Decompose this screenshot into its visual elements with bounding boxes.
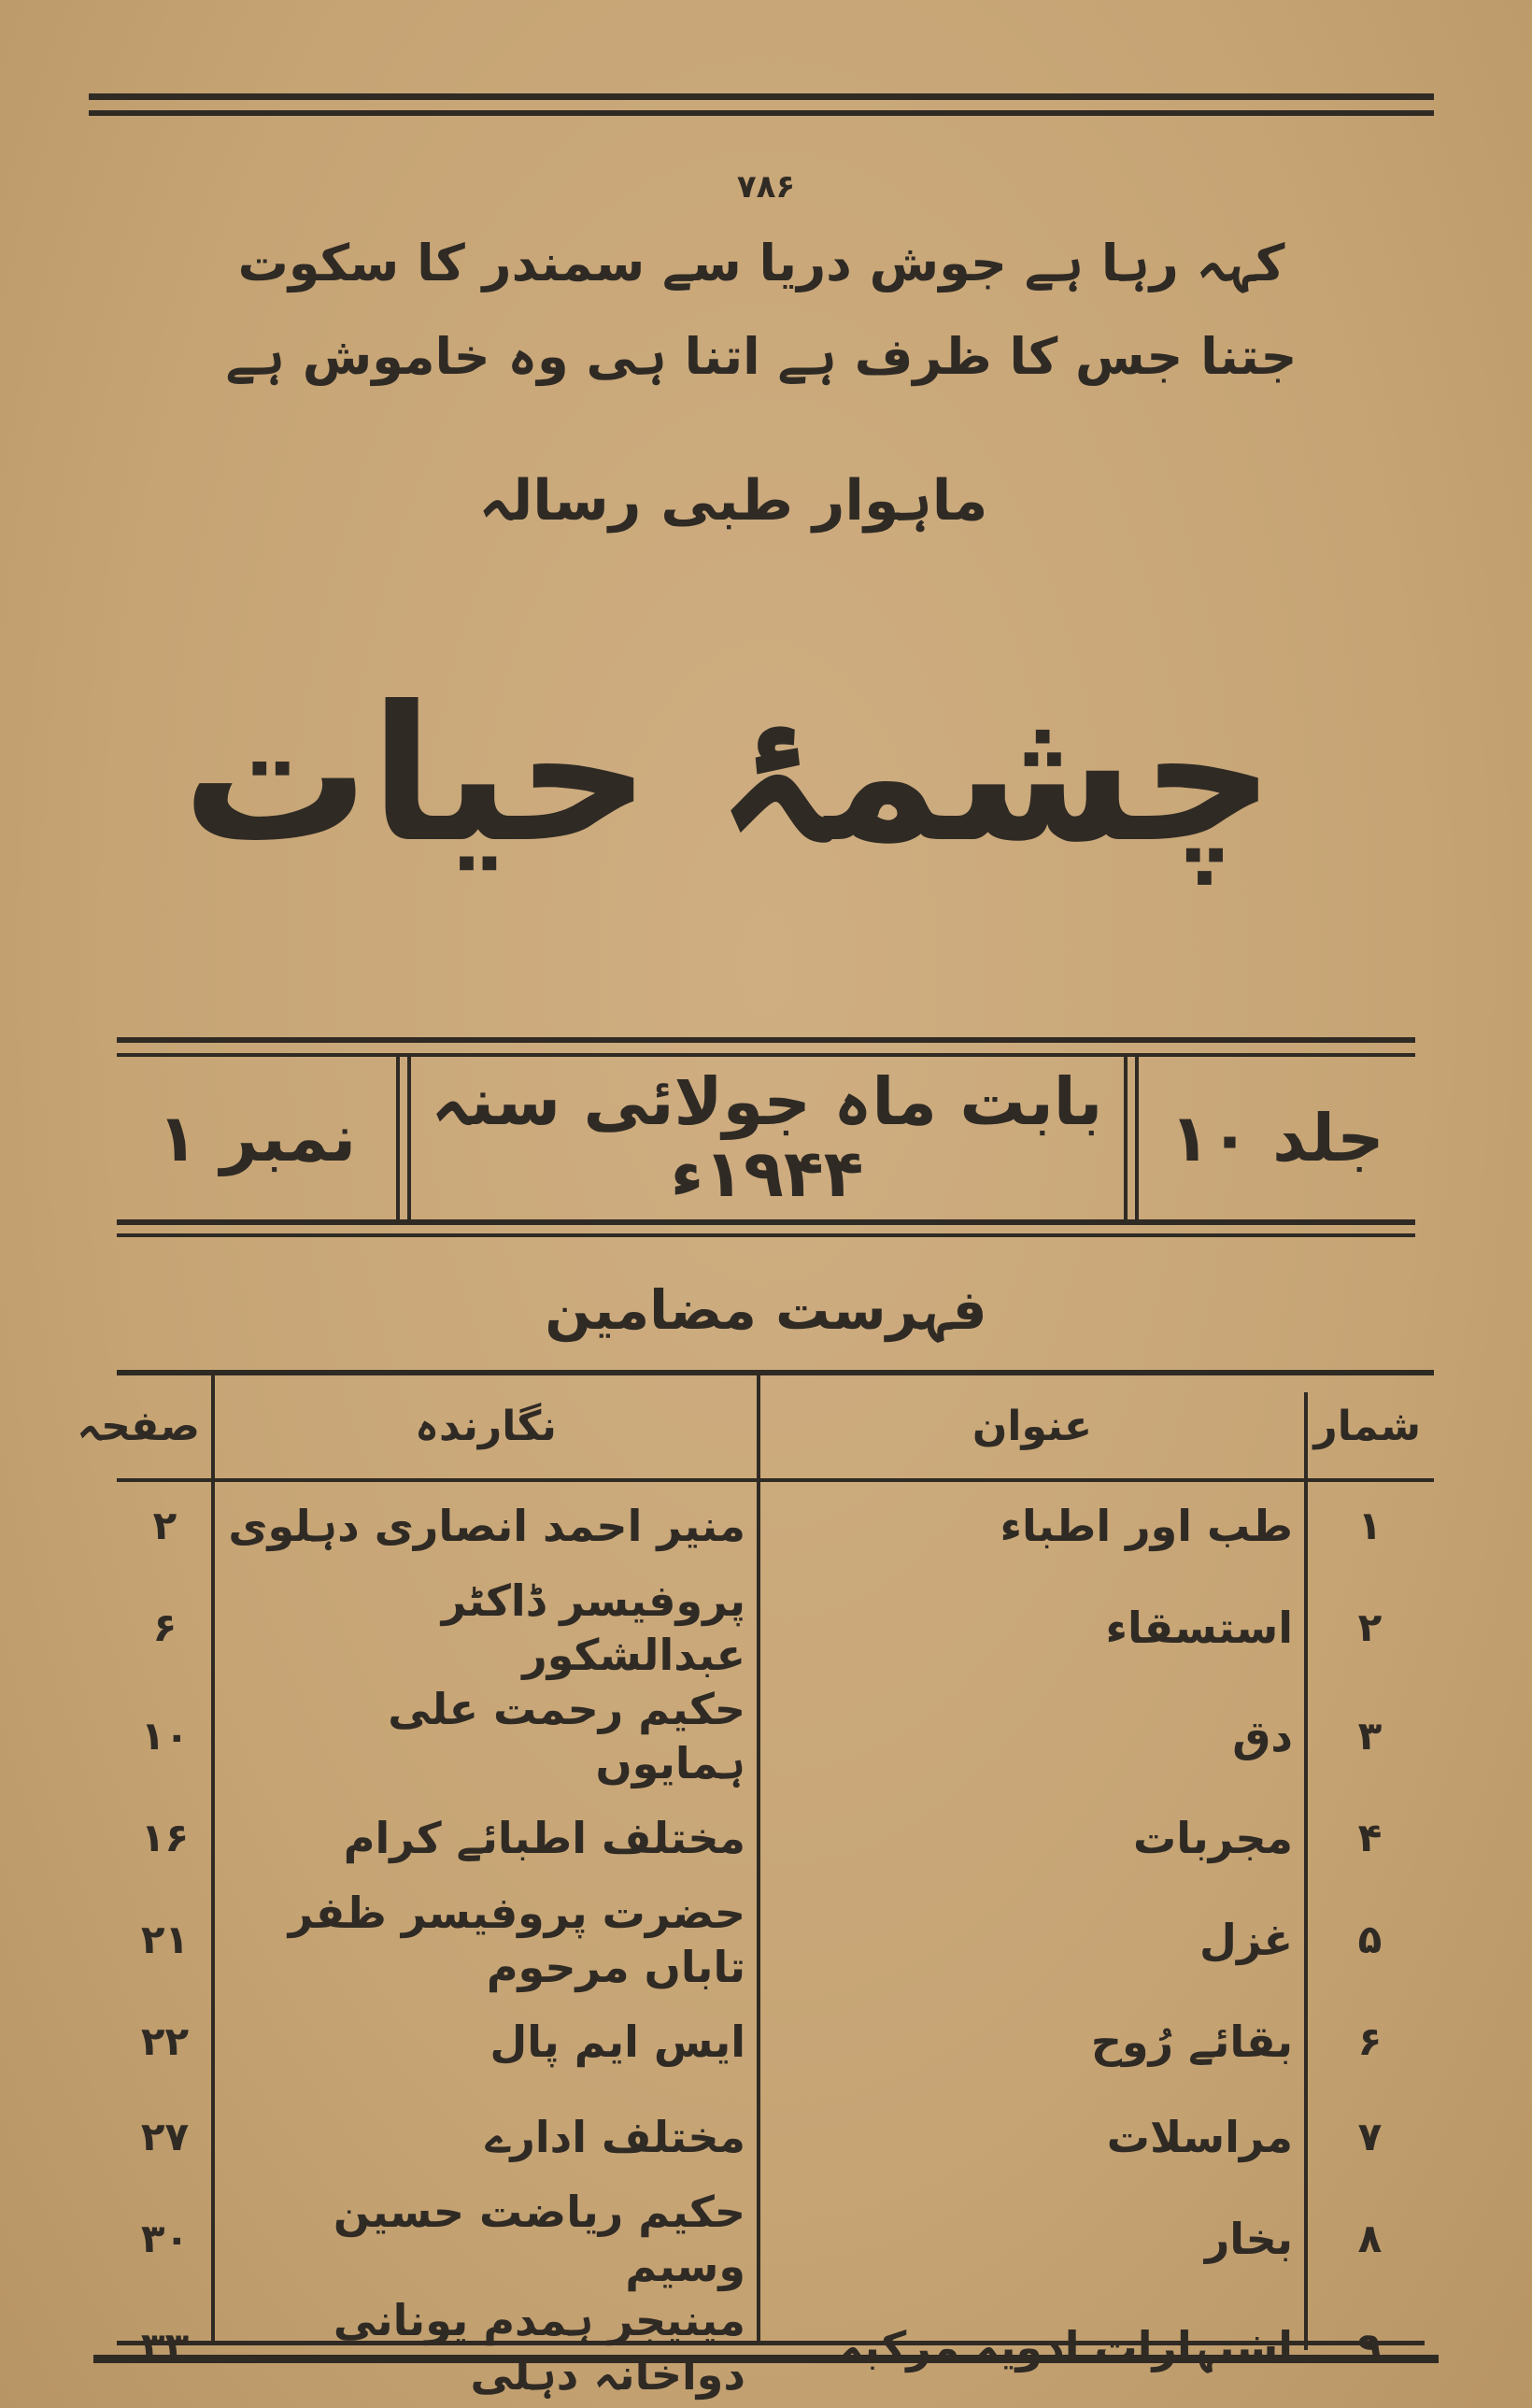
table-row (117, 1886, 1434, 1994)
table-row (117, 1574, 1434, 1682)
row-author: پروفیسر ڈاکٹر عبدالشکور (441, 1575, 745, 1680)
row-page: ۳۰ (140, 2216, 190, 2261)
row-page: ۶ (152, 1604, 177, 1650)
row-author: مینیجر ہمدم یونانی دواخانہ دہلی (333, 2295, 745, 2400)
couplet-line-2: جتنا جس کا ظرف ہے اتنا ہی وہ خاموش ہے (225, 327, 1298, 386)
magazine-title: چشمۂ حیات (181, 666, 1276, 884)
table-row (117, 2293, 1434, 2401)
issue-volume: جلد ۱۰ (1170, 1099, 1384, 1176)
row-title: اشتہارات ادویہ مرکبہ (838, 2322, 1293, 2372)
row-serial: ۴ (1357, 1815, 1383, 1860)
box-divider (1135, 1053, 1139, 1221)
row-author: حضرت پروفیسر ظفر تاباں مرحوم (288, 1888, 745, 1992)
row-title: دق (1232, 1711, 1293, 1761)
row-page: ۲۲ (140, 2018, 190, 2064)
top-rule-2 (89, 110, 1434, 116)
table-row (117, 1682, 1434, 1790)
contents-table (77, 1375, 1434, 2401)
table-row (117, 2185, 1434, 2293)
magazine-subtitle: ماہوار طبی رسالہ (478, 468, 988, 534)
row-title: طب اور اطباء (1000, 1501, 1293, 1551)
row-title: مراسلات (1106, 2112, 1293, 2162)
box-rule (117, 1233, 1415, 1237)
box-rule (117, 1219, 1415, 1225)
row-title: بخار (1204, 2214, 1293, 2264)
page-number: ۷۸۶ (736, 168, 796, 206)
row-serial: ۹ (1357, 2324, 1383, 2370)
table-header-row (117, 1375, 1434, 1478)
header-title: عنوان (972, 1402, 1093, 1450)
row-page: ۲۱ (140, 1916, 190, 1962)
row-title: استسقاء (1105, 1603, 1293, 1653)
box-divider (396, 1053, 400, 1221)
table-row (117, 1994, 1434, 2089)
row-serial: ۲ (1357, 1604, 1383, 1650)
row-author: مختلف ادارے (485, 2112, 745, 2162)
box-divider (407, 1053, 411, 1221)
row-serial: ۶ (1357, 2018, 1383, 2064)
table-row (117, 1478, 1434, 1574)
box-rule (117, 1037, 1415, 1043)
row-serial: ۸ (1357, 2216, 1383, 2261)
table-row (117, 2089, 1434, 2185)
couplet-line-1: کہہ رہا ہے جوش دریا سے سمندر کا سکوت (237, 234, 1285, 292)
header-page: صفحہ (77, 1402, 200, 1450)
row-page: ۲۷ (140, 2114, 190, 2159)
header-serial: شمار (1313, 1402, 1421, 1450)
row-page: ۳۳ (140, 2324, 190, 2370)
issue-number: نمبر ۱ (157, 1099, 357, 1176)
row-page: ۲ (152, 1503, 177, 1548)
contents-heading: فہرست مضامین (545, 1278, 987, 1342)
issue-month: بابت ماہ جولائی سنہ ۱۹۴۴ء (431, 1063, 1103, 1212)
row-page: ۱۶ (140, 1815, 190, 1860)
row-author: ایس ایم پال (489, 2016, 745, 2067)
row-author: منیر احمد انصاری دہلوی (228, 1501, 745, 1551)
row-title: مجربات (1132, 1813, 1293, 1863)
row-serial: ۱ (1357, 1503, 1383, 1548)
row-author: حکیم رحمت علی ہمایوں (388, 1684, 745, 1788)
row-page: ۱۰ (140, 1713, 190, 1759)
row-serial: ۳ (1357, 1713, 1383, 1759)
top-rule (89, 93, 1434, 100)
header-author: نگارندہ (415, 1402, 557, 1450)
row-author: حکیم ریاضت حسین وسیم (333, 2187, 745, 2291)
box-divider (1124, 1053, 1128, 1221)
row-title: بقائے رُوح (1090, 2016, 1293, 2067)
row-serial: ۵ (1357, 1916, 1383, 1962)
row-serial: ۷ (1357, 2114, 1383, 2159)
row-title: غزل (1199, 1915, 1293, 1965)
table-row (117, 1790, 1434, 1886)
row-author: مختلف اطبائے کرام (343, 1813, 745, 1863)
